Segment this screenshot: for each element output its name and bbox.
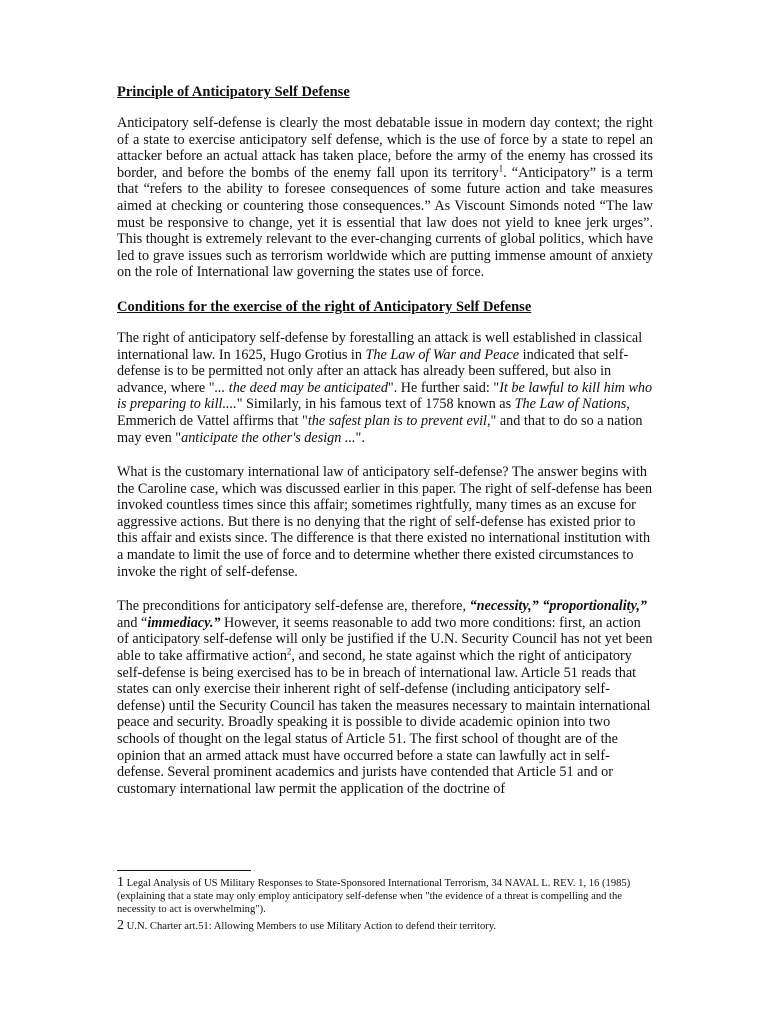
footnote-text: Legal Analysis of US Military Responses to State-Sponsored International Terrorism, 34 NAVAL L. REV. 1, 16 (1985) (explaining that a state may only employ anticipatory self-defense when "the evidence of a threat is compelling and the necessity to act is overwhelming"). <box>117 878 631 915</box>
footnote-text: U.N. Charter art.51: Allowing Members to use Military Action to defend their territory. <box>124 921 497 932</box>
section-heading-conditions: Conditions for the exercise of the right of Anticipatory Self Defense <box>117 298 532 315</box>
footnote-2 <box>117 919 657 933</box>
footnote-ref-1[interactable]: 1 <box>498 163 504 174</box>
text-run: ". He further said: " <box>387 379 500 396</box>
text-run: , and second, he state against which the right of anticipatory self-defense is being exercised has to be in breach of international law. Article 51 reads that states can only exercise their inherent right of self-defense (including anticipatory self-defense) until the Security Council has taken the measures necessary to maintain international peace and security. Broadly speaking it is possible to divide academic opinion into two schools of thought on the legal status of Article 51. The first school of thought are of the opinion that an armed attack must have occurred before a state can lawfully act in self-defense. Several prominent academics and jurists have contended that Article 51 and or customary international law permit the application of the doctrine of <box>117 648 651 797</box>
text-run: ". <box>355 429 365 446</box>
document-body <box>117 84 653 815</box>
footnote-number: 2 <box>117 918 124 933</box>
italic-title: The Law of War and Peace <box>365 346 520 363</box>
text-run: , Emmerich de Vattel affirms that " <box>117 396 630 429</box>
text-run: ," and that to do so a nation may even " <box>117 412 643 446</box>
section-heading-principle: Principle of Anticipatory Self Defense <box>117 84 350 100</box>
italic-quote: the safest plan is to prevent evil <box>307 412 487 429</box>
paragraph-principle <box>117 115 653 281</box>
footnote-separator <box>117 870 251 871</box>
bold-italic-term: “necessity,” “proportionality,” <box>469 598 648 615</box>
footnote-ref-2[interactable]: 2 <box>286 646 292 657</box>
text-run: However, it seems reasonable to add two more conditions: first, an action of anticipatory self-defense will only be justified if the U.N. Security Council has not yet been able to take affirmative action <box>117 614 653 665</box>
text-run: . “Anticipatory” is a term that “refers to the ability to foresee consequences of some future action and take measures aimed at checking or countering those consequences.” As Viscount Simonds noted “The law must be responsive to change, yet it is essential that law does not yield to knee jerk urges”. This thought is extremely relevant to the ever-changing currents of global politics, which have led to grave issues such as terrorism worldwide which are putting immense amount of anxiety on the role of International law governing the states use of force. <box>117 164 654 281</box>
italic-quote: anticipate the other's design ... <box>181 429 356 446</box>
text-run: The preconditions for anticipatory self-defense are, therefore, <box>117 598 470 615</box>
bold-italic-term: immediacy.” <box>147 614 221 631</box>
text-run: Anticipatory self-defense is clearly the most debatable issue in modern day context; the right of a state to exercise anticipatory self defense, which is the use of force by a state to repel an attacker before an actual attack has taken place, before the army of the enemy has crossed its border, and before the bombs of the enemy fall upon its territory <box>117 115 653 181</box>
text-run: " Similarly, in his famous text of 1758 known as <box>236 396 515 413</box>
paragraph-grotius-vattel <box>117 330 653 446</box>
text-run: and “ <box>117 614 148 631</box>
italic-quote: ... the deed may be anticipated <box>214 379 388 396</box>
footnote-1 <box>117 876 657 916</box>
footnote-number: 1 <box>117 875 124 890</box>
paragraph-preconditions <box>117 598 653 797</box>
text-run: The right of anticipatory self-defense by forestalling an attack is well established in classical international law. In 1625, Hugo Grotius in <box>117 329 643 363</box>
text-run: indicated that self-defense is to be permitted not only after an attack has already been suffered, but also in advance, where " <box>117 346 629 396</box>
paragraph-customary-law: What is the customary international law of anticipatory self-defense? The answer begins with the Caroline case, which was discussed earlier in this paper. The right of self-defense has been invoked countless times since this affair; sometimes rightfully, many times as an excuse for aggressive actions. But there is no denying that the right of self-defense has existed prior to this affair and exists since. The difference is that there existed no international institution with a mandate to limit the use of force and to determine whether there existed circumstances to invoke the right of self-defense. <box>117 464 653 580</box>
italic-quote: It be lawful to kill him who is preparing to kill.... <box>117 379 653 413</box>
italic-title: The Law of Nations <box>514 396 627 413</box>
